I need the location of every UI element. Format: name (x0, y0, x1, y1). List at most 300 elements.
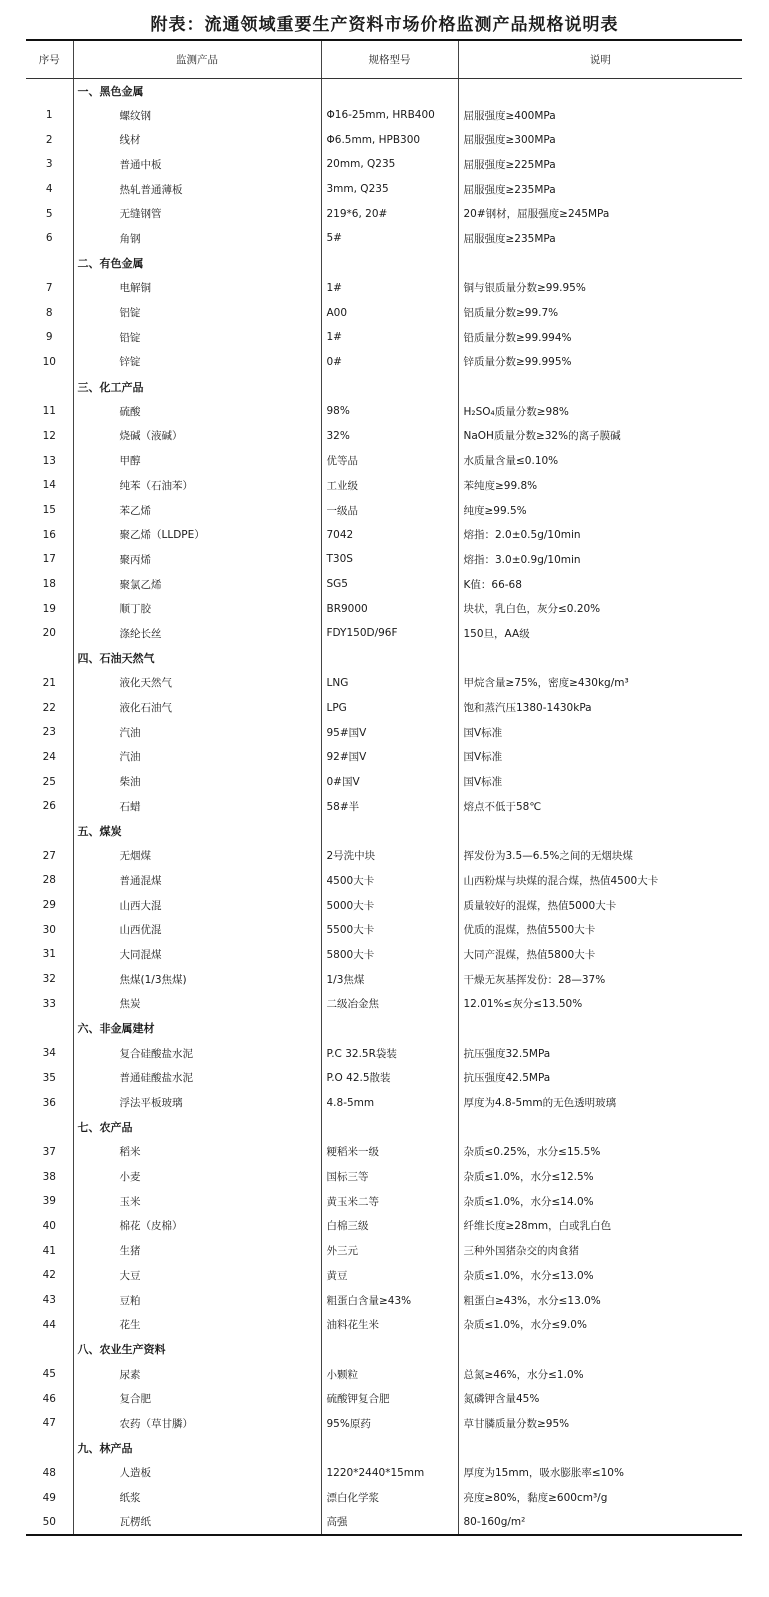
row-desc: 优质的混煤，热值5500大卡 (458, 917, 742, 942)
table-body (26, 78, 742, 1535)
row-desc (458, 374, 742, 399)
row-number: 19 (42, 602, 56, 615)
row-desc: 杂质≤0.25%，水分≤15.5% (458, 1140, 742, 1165)
table-row (26, 720, 742, 745)
row-number: 42 (42, 1269, 56, 1282)
table-row (26, 967, 742, 992)
row-product: 浮法平板玻璃 (73, 1090, 321, 1115)
row-number: 3 (45, 158, 53, 171)
table-row (26, 671, 742, 696)
row-spec: 7042 (321, 522, 458, 547)
row-desc: 干燥无灰基挥发份：28—37% (458, 967, 742, 992)
table-row (26, 226, 742, 251)
row-number: 9 (45, 331, 53, 344)
row-number: 5 (45, 207, 53, 220)
row-desc: 屈服强度≥235MPa (458, 226, 742, 251)
row-product: 无烟煤 (73, 843, 321, 868)
row-spec: 粗蛋白含量≥43% (321, 1288, 458, 1313)
row-product: 涤纶长丝 (73, 621, 321, 646)
category-label: 二、有色金属 (73, 251, 321, 276)
table-row (26, 991, 742, 1016)
row-desc: 抗压强度42.5MPa (458, 1066, 742, 1091)
row-desc: 粗蛋白≥43%，水分≤13.0% (458, 1288, 742, 1313)
row-product: 山西优混 (73, 917, 321, 942)
table-row (26, 843, 742, 868)
row-product: 聚丙烯 (73, 547, 321, 572)
row-number: 22 (42, 701, 56, 714)
row-spec: LNG (321, 671, 458, 696)
table-row (26, 152, 742, 177)
table-row (26, 1485, 742, 1510)
row-product: 聚乙烯（LLDPE） (73, 522, 321, 547)
row-desc: 屈服强度≥235MPa (458, 177, 742, 202)
row-desc: 杂质≤1.0%，水分≤9.0% (458, 1312, 742, 1337)
row-number: 2 (45, 133, 53, 146)
row-desc (458, 1115, 742, 1140)
row-number: 32 (42, 973, 56, 986)
row-number (26, 1436, 73, 1461)
row-product: 线材 (73, 127, 321, 152)
category-row (26, 78, 742, 103)
row-spec: 5# (321, 226, 458, 251)
table-row (26, 350, 742, 375)
row-number: 35 (42, 1071, 56, 1084)
row-number: 6 (45, 232, 53, 245)
row-desc: 屈服强度≥300MPa (458, 127, 742, 152)
row-spec: 95#国Ⅴ (321, 720, 458, 745)
table-row (26, 1164, 742, 1189)
table-row (26, 1041, 742, 1066)
row-number: 38 (42, 1170, 56, 1183)
table-header-row (26, 40, 742, 78)
row-spec: 白棉三级 (321, 1214, 458, 1239)
row-number: 45 (42, 1368, 56, 1381)
table-row (26, 769, 742, 794)
category-row (26, 1337, 742, 1362)
row-spec: 98% (321, 399, 458, 424)
row-spec (321, 1337, 458, 1362)
row-number: 8 (45, 306, 53, 319)
row-product: 尿素 (73, 1362, 321, 1387)
row-product: 生猪 (73, 1238, 321, 1263)
row-product: 棉花（皮棉） (73, 1214, 321, 1239)
row-desc: 锌质量分数≥99.995% (458, 350, 742, 375)
table-row (26, 1362, 742, 1387)
row-desc: 12.01%≤灰分≤13.50% (458, 991, 742, 1016)
row-number: 11 (42, 405, 56, 418)
row-number: 24 (42, 750, 56, 763)
category-label: 六、非金属建材 (73, 1016, 321, 1041)
row-desc: 氮磷钾含量45% (458, 1386, 742, 1411)
row-number: 31 (42, 948, 56, 961)
row-desc: 草甘膦质量分数≥95% (458, 1411, 742, 1436)
row-number: 14 (42, 479, 56, 492)
row-spec: 95%原药 (321, 1411, 458, 1436)
row-product: 大豆 (73, 1263, 321, 1288)
row-desc: 甲烷含量≥75%，密度≥430kg/m³ (458, 671, 742, 696)
row-spec (321, 1115, 458, 1140)
table-row (26, 177, 742, 202)
row-desc: 国Ⅴ标准 (458, 745, 742, 770)
row-spec: P.O 42.5散装 (321, 1066, 458, 1091)
row-number: 23 (42, 726, 56, 739)
row-spec: Φ16-25mm, HRB400 (321, 103, 458, 128)
row-desc: 纯度≥99.5% (458, 498, 742, 523)
row-product: 汽油 (73, 745, 321, 770)
row-product: 硫酸 (73, 399, 321, 424)
row-product: 普通混煤 (73, 868, 321, 893)
row-number: 25 (42, 775, 56, 788)
row-product: 复合肥 (73, 1386, 321, 1411)
row-number: 34 (42, 1047, 56, 1060)
table-row (26, 399, 742, 424)
row-number (26, 819, 73, 844)
row-product: 液化石油气 (73, 695, 321, 720)
row-number: 48 (42, 1466, 56, 1479)
table-row (26, 276, 742, 301)
row-spec: 32% (321, 424, 458, 449)
row-spec: Φ6.5mm, HPB300 (321, 127, 458, 152)
row-spec: 小颗粒 (321, 1362, 458, 1387)
row-spec: 20mm, Q235 (321, 152, 458, 177)
table-row (26, 127, 742, 152)
row-product: 顺丁胶 (73, 596, 321, 621)
row-number: 12 (42, 429, 56, 442)
row-spec: 4500大卡 (321, 868, 458, 893)
row-number: 27 (42, 849, 56, 862)
table-row (26, 572, 742, 597)
row-product: 纯苯（石油苯） (73, 473, 321, 498)
row-number (26, 374, 73, 399)
row-product: 石蜡 (73, 794, 321, 819)
row-desc: 熔指：3.0±0.9g/10min (458, 547, 742, 572)
row-product: 瓦楞纸 (73, 1510, 321, 1535)
row-number: 33 (42, 997, 56, 1010)
row-spec: 油料花生米 (321, 1312, 458, 1337)
row-number (26, 1115, 73, 1140)
table-row (26, 448, 742, 473)
row-number: 30 (42, 923, 56, 936)
table-row (26, 1312, 742, 1337)
row-spec: 工业级 (321, 473, 458, 498)
row-number (26, 646, 73, 671)
row-product: 玉米 (73, 1189, 321, 1214)
row-desc (458, 1337, 742, 1362)
row-product: 螺纹钢 (73, 103, 321, 128)
row-product: 液化天然气 (73, 671, 321, 696)
header-product: 监测产品 (73, 40, 321, 78)
table-row (26, 917, 742, 942)
row-spec: P.C 32.5R袋装 (321, 1041, 458, 1066)
category-label: 三、化工产品 (73, 374, 321, 399)
row-desc: 屈服强度≥400MPa (458, 103, 742, 128)
row-spec: FDY150D/96F (321, 621, 458, 646)
row-spec: 219*6, 20# (321, 201, 458, 226)
spec-table (26, 39, 742, 1536)
table-row (26, 596, 742, 621)
category-row (26, 251, 742, 276)
table-row (26, 498, 742, 523)
row-number: 39 (42, 1195, 56, 1208)
row-product: 普通中板 (73, 152, 321, 177)
row-product: 焦煤(1/3焦煤) (73, 967, 321, 992)
row-desc: 铜与银质量分数≥99.95% (458, 276, 742, 301)
row-spec: BR9000 (321, 596, 458, 621)
row-product: 山西大混 (73, 893, 321, 918)
row-number (26, 78, 73, 103)
table-row (26, 1263, 742, 1288)
row-desc (458, 646, 742, 671)
row-number: 13 (42, 454, 56, 467)
row-desc: 质量较好的混煤，热值5000大卡 (458, 893, 742, 918)
row-spec: 92#国Ⅴ (321, 745, 458, 770)
row-desc: 厚度为4.8-5mm的无色透明玻璃 (458, 1090, 742, 1115)
row-desc: 总氮≥46%，水分≤1.0% (458, 1362, 742, 1387)
row-number: 28 (42, 874, 56, 887)
table-row (26, 893, 742, 918)
row-number: 10 (42, 355, 56, 368)
row-desc: 杂质≤1.0%，水分≤14.0% (458, 1189, 742, 1214)
row-desc (458, 1016, 742, 1041)
table-row (26, 621, 742, 646)
row-spec: A00 (321, 300, 458, 325)
row-spec: SG5 (321, 572, 458, 597)
row-spec (321, 78, 458, 103)
row-product: 汽油 (73, 720, 321, 745)
row-desc: 杂质≤1.0%，水分≤13.0% (458, 1263, 742, 1288)
row-desc: 熔指：2.0±0.5g/10min (458, 522, 742, 547)
table-row (26, 473, 742, 498)
row-desc: H₂SO₄质量分数≥98% (458, 399, 742, 424)
row-desc: 屈服强度≥225MPa (458, 152, 742, 177)
row-product: 苯乙烯 (73, 498, 321, 523)
row-desc (458, 78, 742, 103)
row-spec: 0#国Ⅴ (321, 769, 458, 794)
row-product: 甲醇 (73, 448, 321, 473)
row-desc: 饱和蒸汽压1380-1430kPa (458, 695, 742, 720)
row-spec: 1/3焦煤 (321, 967, 458, 992)
row-product: 柴油 (73, 769, 321, 794)
row-desc: 亮度≥80%，黏度≥600cm³/g (458, 1485, 742, 1510)
row-desc: 国Ⅴ标准 (458, 720, 742, 745)
category-row (26, 1436, 742, 1461)
table-row (26, 1140, 742, 1165)
row-spec: 优等品 (321, 448, 458, 473)
row-desc: 挥发份为3.5—6.5%之间的无烟块煤 (458, 843, 742, 868)
category-row (26, 374, 742, 399)
row-number: 26 (42, 800, 56, 813)
row-desc: 熔点不低于58℃ (458, 794, 742, 819)
table-row (26, 1238, 742, 1263)
row-spec: 粳稻米一级 (321, 1140, 458, 1165)
row-product: 角钢 (73, 226, 321, 251)
row-spec: 1# (321, 276, 458, 301)
row-number (26, 1016, 73, 1041)
row-desc (458, 1436, 742, 1461)
row-spec: 高强 (321, 1510, 458, 1535)
row-number: 15 (42, 504, 56, 517)
row-desc: NaOH质量分数≥32%的离子膜碱 (458, 424, 742, 449)
row-spec: 1# (321, 325, 458, 350)
row-number: 50 (26, 1510, 73, 1535)
row-desc (458, 251, 742, 276)
header-desc: 说明 (458, 40, 742, 78)
row-product: 热轧普通薄板 (73, 177, 321, 202)
row-product: 农药（草甘膦） (73, 1411, 321, 1436)
row-number: 36 (42, 1096, 56, 1109)
row-number: 44 (42, 1318, 56, 1331)
row-spec: 漂白化学浆 (321, 1485, 458, 1510)
row-number: 18 (42, 578, 56, 591)
table-row (26, 794, 742, 819)
category-label: 九、林产品 (73, 1436, 321, 1461)
row-spec (321, 1436, 458, 1461)
row-number: 47 (42, 1417, 56, 1430)
table-row (26, 201, 742, 226)
row-spec: 0# (321, 350, 458, 375)
row-desc: 苯纯度≥99.8% (458, 473, 742, 498)
category-label: 八、农业生产资料 (73, 1337, 321, 1362)
row-number: 43 (42, 1294, 56, 1307)
row-product: 焦炭 (73, 991, 321, 1016)
row-desc: K值：66-68 (458, 572, 742, 597)
table-row (26, 695, 742, 720)
row-number: 29 (42, 899, 56, 912)
row-spec: 一级品 (321, 498, 458, 523)
page-title: 附表：流通领域重要生产资料市场价格监测产品规格说明表 (150, 15, 619, 35)
row-spec: 3mm, Q235 (321, 177, 458, 202)
row-spec (321, 1016, 458, 1041)
row-spec: 58#半 (321, 794, 458, 819)
row-spec: 2号洗中块 (321, 843, 458, 868)
category-row (26, 1115, 742, 1140)
row-desc: 水质量含量≤0.10% (458, 448, 742, 473)
table-row (26, 424, 742, 449)
row-product: 无缝钢管 (73, 201, 321, 226)
category-label: 一、黑色金属 (73, 78, 321, 103)
row-desc: 杂质≤1.0%，水分≤12.5% (458, 1164, 742, 1189)
category-row (26, 1016, 742, 1041)
row-product: 复合硅酸盐水泥 (73, 1041, 321, 1066)
row-product: 纸浆 (73, 1485, 321, 1510)
category-label: 五、煤炭 (73, 819, 321, 844)
row-spec: T30S (321, 547, 458, 572)
row-number: 4 (45, 183, 53, 196)
row-product: 花生 (73, 1312, 321, 1337)
header-spec: 规格型号 (321, 40, 458, 78)
table-row (26, 547, 742, 572)
table-row (26, 1386, 742, 1411)
table-row (26, 1066, 742, 1091)
row-spec: 硫酸钾复合肥 (321, 1386, 458, 1411)
row-spec: 黄玉米二等 (321, 1189, 458, 1214)
row-spec: 二级冶金焦 (321, 991, 458, 1016)
table-row (26, 1411, 742, 1436)
row-spec (321, 251, 458, 276)
table-row (26, 300, 742, 325)
row-number: 46 (42, 1392, 56, 1405)
row-product: 小麦 (73, 1164, 321, 1189)
row-number: 7 (45, 281, 53, 294)
row-spec (321, 819, 458, 844)
row-desc: 20#钢材，屈服强度≥245MPa (458, 201, 742, 226)
category-label: 四、石油天然气 (73, 646, 321, 671)
table-row (26, 522, 742, 547)
row-desc: 块状，乳白色，灰分≤0.20% (458, 596, 742, 621)
row-desc: 80-160g/m² (458, 1510, 742, 1535)
row-spec: 4.8-5mm (321, 1090, 458, 1115)
row-spec: 5500大卡 (321, 917, 458, 942)
row-product: 豆粕 (73, 1288, 321, 1313)
category-row (26, 819, 742, 844)
row-product: 大同混煤 (73, 942, 321, 967)
row-number: 41 (42, 1244, 56, 1257)
header-no: 序号 (26, 40, 73, 78)
row-product: 铅锭 (73, 325, 321, 350)
table-row (26, 103, 742, 128)
row-product: 锌锭 (73, 350, 321, 375)
category-label: 七、农产品 (73, 1115, 321, 1140)
row-number: 17 (42, 553, 56, 566)
row-desc: 抗压强度32.5MPa (458, 1041, 742, 1066)
table-row (26, 1214, 742, 1239)
row-desc: 山西粉煤与块煤的混合煤，热值4500大卡 (458, 868, 742, 893)
row-desc (458, 819, 742, 844)
row-spec (321, 374, 458, 399)
row-number: 20 (42, 627, 56, 640)
row-desc: 铝质量分数≥99.7% (458, 300, 742, 325)
table-row (26, 942, 742, 967)
row-number: 16 (42, 528, 56, 541)
row-spec: 1220*2440*15mm (321, 1461, 458, 1486)
row-number: 37 (42, 1145, 56, 1158)
row-desc: 厚度为15mm，吸水膨胀率≤10% (458, 1461, 742, 1486)
row-desc: 铅质量分数≥99.994% (458, 325, 742, 350)
row-spec: LPG (321, 695, 458, 720)
table-row (26, 1288, 742, 1313)
table-row (26, 745, 742, 770)
row-product: 人造板 (73, 1461, 321, 1486)
category-row (26, 646, 742, 671)
table-row (26, 1189, 742, 1214)
row-product: 聚氯乙烯 (73, 572, 321, 597)
row-product: 普通硅酸盐水泥 (73, 1066, 321, 1091)
row-product: 电解铜 (73, 276, 321, 301)
row-spec: 黄豆 (321, 1263, 458, 1288)
row-desc: 三种外国猪杂交的肉食猪 (458, 1238, 742, 1263)
table-row (26, 1510, 742, 1535)
row-number (26, 251, 73, 276)
row-desc: 150旦，AA级 (458, 621, 742, 646)
table-row (26, 325, 742, 350)
row-desc: 大同产混煤，热值5800大卡 (458, 942, 742, 967)
row-product: 烧碱（液碱） (73, 424, 321, 449)
row-spec (321, 646, 458, 671)
row-spec: 5000大卡 (321, 893, 458, 918)
table-row (26, 868, 742, 893)
table-row (26, 1461, 742, 1486)
row-product: 稻米 (73, 1140, 321, 1165)
row-desc: 纤维长度≥28mm，白或乳白色 (458, 1214, 742, 1239)
row-product: 铝锭 (73, 300, 321, 325)
row-number: 49 (42, 1491, 56, 1504)
row-spec: 国标三等 (321, 1164, 458, 1189)
row-desc: 国Ⅴ标准 (458, 769, 742, 794)
row-number: 40 (42, 1219, 56, 1232)
row-spec: 外三元 (321, 1238, 458, 1263)
row-number: 21 (42, 676, 56, 689)
row-number (26, 1337, 73, 1362)
